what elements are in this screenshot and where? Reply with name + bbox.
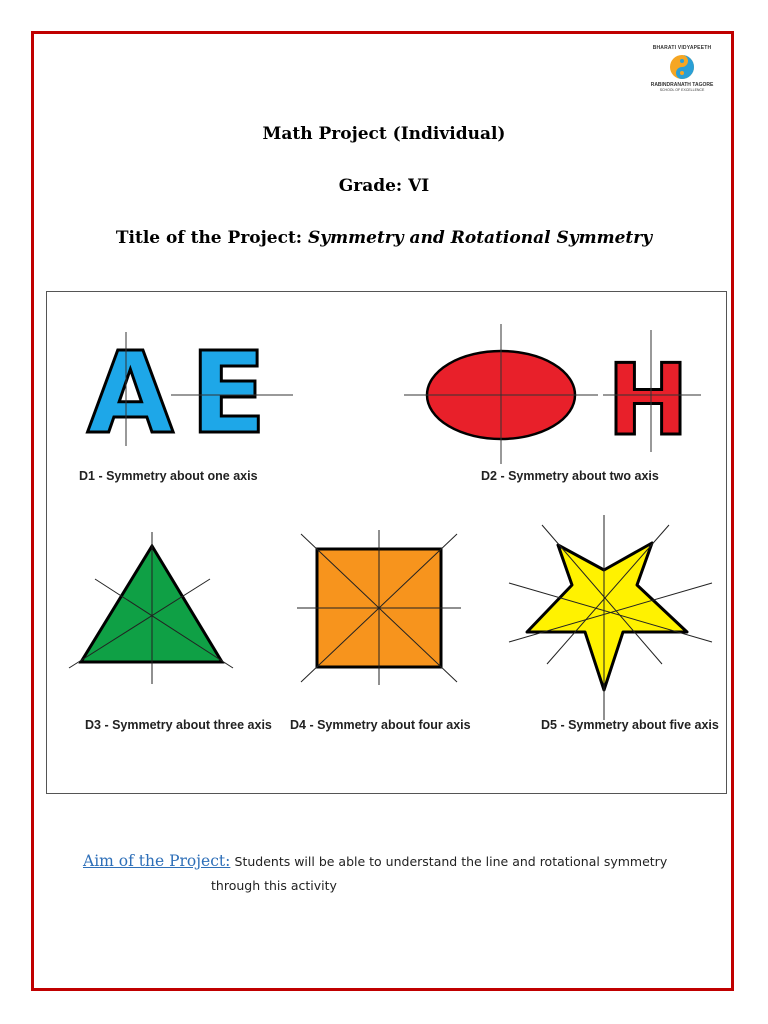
- project-type-heading: Math Project (Individual): [262, 124, 506, 144]
- title-prefix: Title of the Project:: [115, 228, 308, 248]
- logo-line2: RABINDRANATH TAGORE: [650, 82, 714, 88]
- d1-letter-a: A: [87, 329, 174, 459]
- d2-letter-h: H: [607, 344, 690, 458]
- aim-text-line1: Students will be able to understand the line and rotational symmetry: [234, 854, 668, 869]
- d5-group: [509, 515, 719, 732]
- aim-text-line2: through this activity: [211, 878, 337, 893]
- school-emblem-icon: [669, 54, 695, 80]
- aim-label: Aim of the Project:: [83, 852, 231, 870]
- d1-letter-e: E: [190, 329, 267, 459]
- d1-caption: D1 - Symmetry about one axis: [79, 469, 258, 483]
- symmetry-figure: [46, 291, 727, 794]
- symmetry-diagram: [47, 292, 728, 795]
- d3-caption: D3 - Symmetry about three axis: [85, 718, 272, 732]
- d5-star: [527, 543, 687, 690]
- project-title-heading: [0, 228, 768, 248]
- aim-section: [83, 852, 711, 870]
- title-value: Symmetry and Rotational Symmetry: [308, 228, 653, 248]
- d4-caption: D4 - Symmetry about four axis: [290, 718, 471, 732]
- d2-caption: D2 - Symmetry about two axis: [481, 469, 659, 483]
- d1-group: [79, 329, 293, 483]
- logo-line3: SCHOOL OF EXCELLENCE: [659, 88, 705, 92]
- d2-group: [404, 324, 701, 483]
- d3-group: [69, 532, 272, 732]
- grade-heading: Grade: VI: [338, 176, 430, 196]
- d5-caption: D5 - Symmetry about five axis: [541, 718, 719, 732]
- d4-group: [290, 530, 471, 732]
- school-logo: [644, 45, 720, 92]
- logo-line1: BHARATI VIDYAPEETH: [652, 45, 712, 51]
